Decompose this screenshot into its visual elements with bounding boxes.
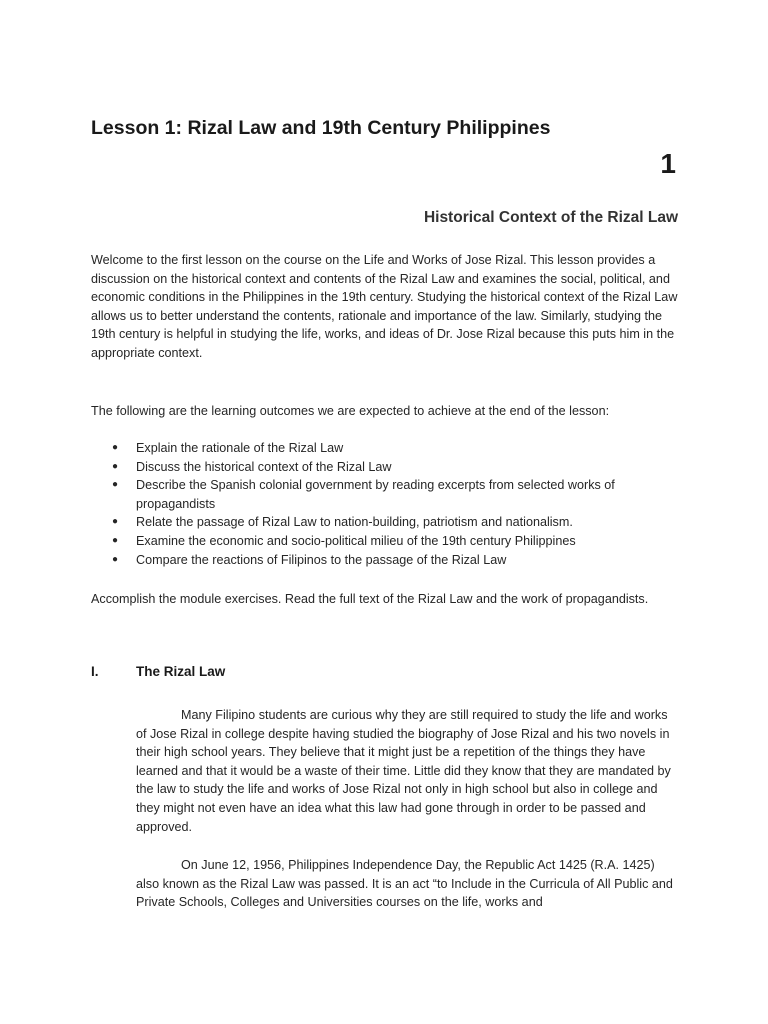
outcome-text: Examine the economic and socio-political milieu of the 19th century Philippines [136,533,576,548]
list-item [91,476,683,513]
list-item [91,551,683,570]
list-item [91,439,683,458]
outcome-text: Discuss the historical context of the Rizal Law [136,459,392,474]
outcome-text: Explain the rationale of the Rizal Law [136,441,344,455]
learning-outcomes-list [91,439,683,569]
outcome-text: Compare the reactions of Filipinos to the passage of the Rizal Law [136,552,507,567]
outcome-text: Relate the passage of Rizal Law to nation-building, patriotism and nationalism. [136,515,573,530]
bullet-icon: ● [112,553,119,565]
list-item [91,458,683,477]
bullet-icon: ● [112,442,119,453]
list-item [91,532,683,551]
part-one-heading [91,664,225,679]
rizal-law-paragraph-2: On June 12, 1956, Philippines Independence Day, the Republic Act 1425 (R.A. 1425) also known as the Rizal Law was passed. It is an act “to Include in the Curricula of All Public and Private Schools, Colleges and Universities courses on the life, works and [136,858,673,910]
outcome-text: Describe the Spanish colonial government by reading excerpts from selected works of propagandists [136,478,615,511]
lesson-title: Lesson 1: Rizal Law and 19th Century Philippines [91,117,551,139]
section-heading: Historical Context of the Rizal Law [423,209,678,226]
bullet-icon: ● [112,460,119,472]
closing-paragraph: Accomplish the module exercises. Read the full text of the Rizal Law and the work of propagandists. [91,592,649,606]
part-one-title: The Rizal Law [136,664,226,679]
outcomes-lead-text: The following are the learning outcomes we are expected to achieve at the end of the lesson: [91,404,610,418]
intro-paragraph: Welcome to the first lesson on the course on the Life and Works of Jose Rizal. This lesson provides a discussion on the historical context and contents of the Rizal Law and examines the social, political, and economic conditions in the Philippines in the 19th century. Studying the historical context of the Rizal Law allows us to better understand the contents, rationale and importance of the law. Similarly, studying the 19th century is helpful in studying the life, works, and ideas of Dr. Jose Rizal because this puts him in the appropriate context. [91,253,678,360]
rizal-law-paragraph-1: Many Filipino students are curious why they are still required to study the life and works of Jose Rizal in college despite having studied the biography of Jose Rizal and his two novels in their high school years. They believe that it might just be a repetition of the things they have learned and that it would be a waste of their time. Little did they know that they are mandated by the law to study the life and works of Jose Rizal not only in high school but also in college and they might not even have an idea what this law had gone through in order to be passed and approved. [136,708,671,834]
bullet-icon: ● [112,516,119,528]
list-item [91,513,683,532]
page-number: 1 [660,148,676,179]
bullet-icon: ● [112,479,119,491]
bullet-icon: ● [112,534,119,546]
part-one-numeral: I. [91,664,99,679]
